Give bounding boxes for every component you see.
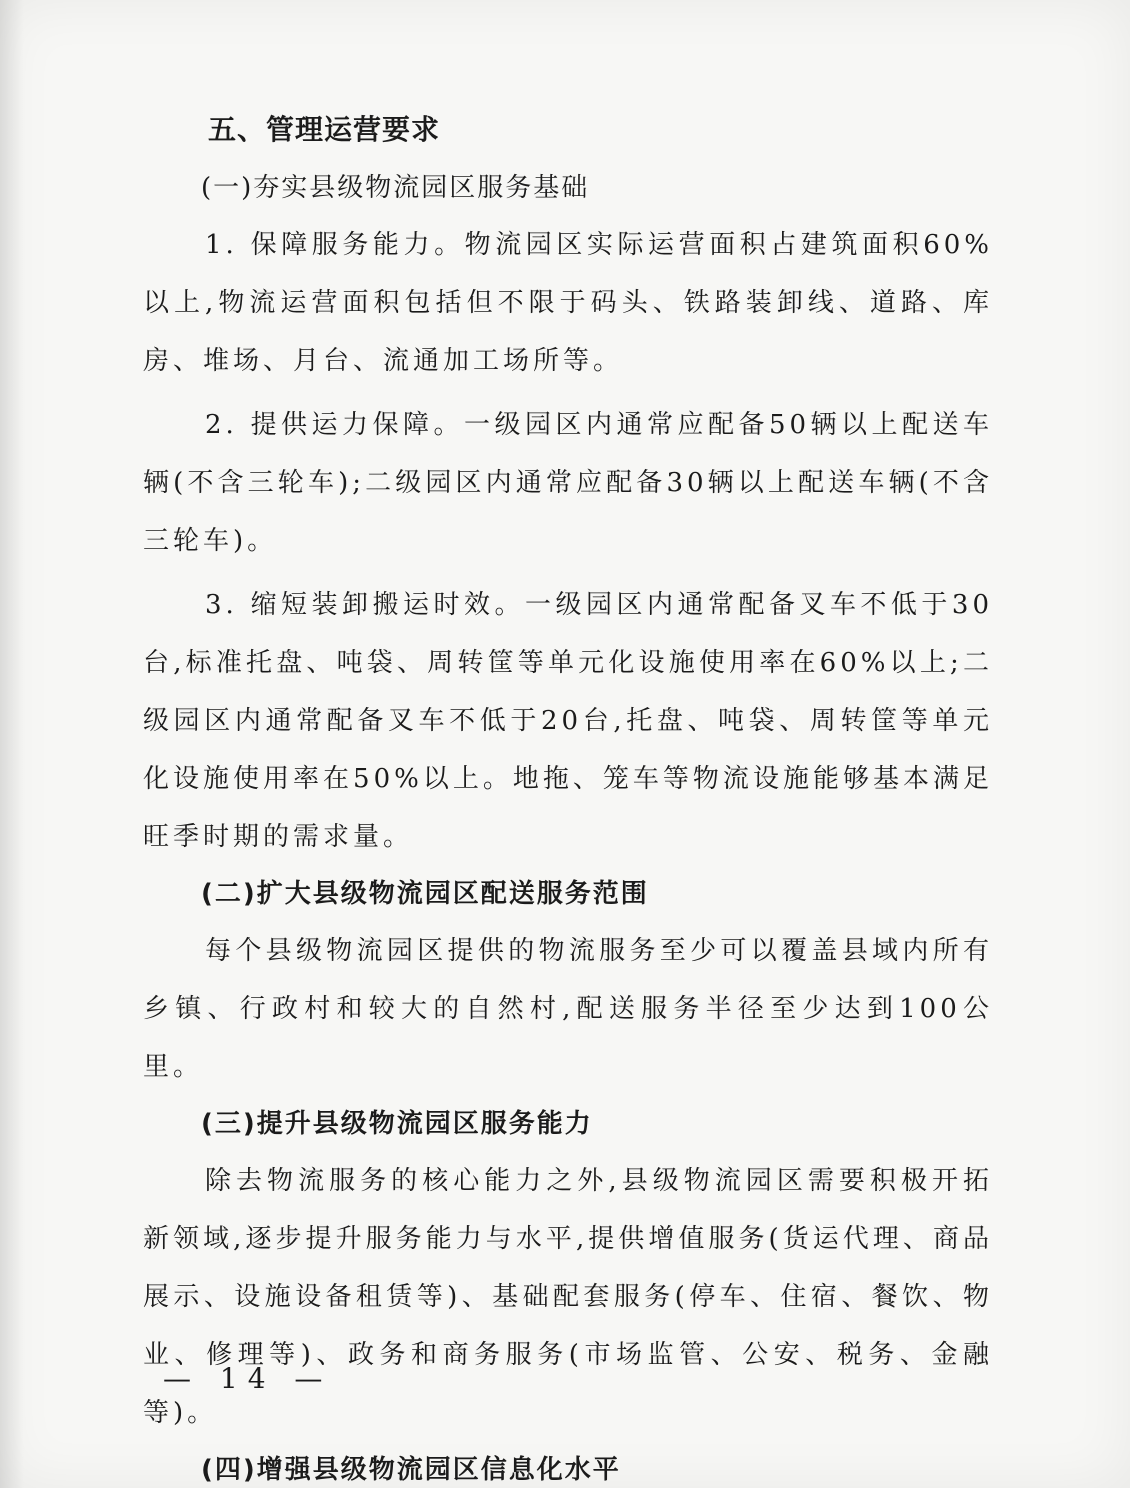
subsection-heading-4: (四)增强县级物流园区信息化水平 (201, 1455, 621, 1485)
subsection-heading-3: (三)提升县级物流园区服务能力 (201, 1109, 593, 1139)
paragraph-3-1: 除去物流服务的核心能力之外,县级物流园区需要积极开拓新领域,逐步提升服务能力与水平,提供增值服务(货运代理、商品展示、设施设备租赁等)、基础配套服务(停车、住宿、餐饮、物业、修理等)、政务和商务服务(市场监管、公安、税务、金融等)。 (143, 1166, 993, 1428)
document-body (143, 108, 993, 1488)
paragraph-1-3: 3. 缩短装卸搬运时效。一级园区内通常配备叉车不低于30台,标准托盘、吨袋、周转筐等单元化设施使用率在60%以上;二级园区内通常配备叉车不低于20台,托盘、吨袋、周转筐等单元化设施使用率在50%以上。地拖、笼车等物流设施能够基本满足旺季时期的需求量。 (143, 590, 993, 852)
subsection-heading-1: (一)夯实县级物流园区服务基础 (201, 173, 590, 203)
subsection-heading-2: (二)扩大县级物流园区配送服务范围 (201, 879, 649, 909)
section-title: 五、管理运营要求 (208, 113, 441, 146)
paragraph-1-1: 1. 保障服务能力。物流园区实际运营面积占建筑面积60%以上,物流运营面积包括但不限于码头、铁路装卸线、道路、库房、堆场、月台、流通加工场所等。 (143, 230, 993, 376)
paragraph-1-2: 2. 提供运力保障。一级园区内通常应配备50辆以上配送车辆(不含三轮车);二级园区内通常应配备30辆以上配送车辆(不含三轮车)。 (143, 410, 993, 556)
paragraph-2-1: 每个县级物流园区提供的物流服务至少可以覆盖县域内所有乡镇、行政村和较大的自然村,配送服务半径至少达到100公里。 (143, 936, 993, 1082)
page-number: — 14 — (163, 1362, 333, 1395)
scan-edge-shadow (0, 0, 24, 1488)
